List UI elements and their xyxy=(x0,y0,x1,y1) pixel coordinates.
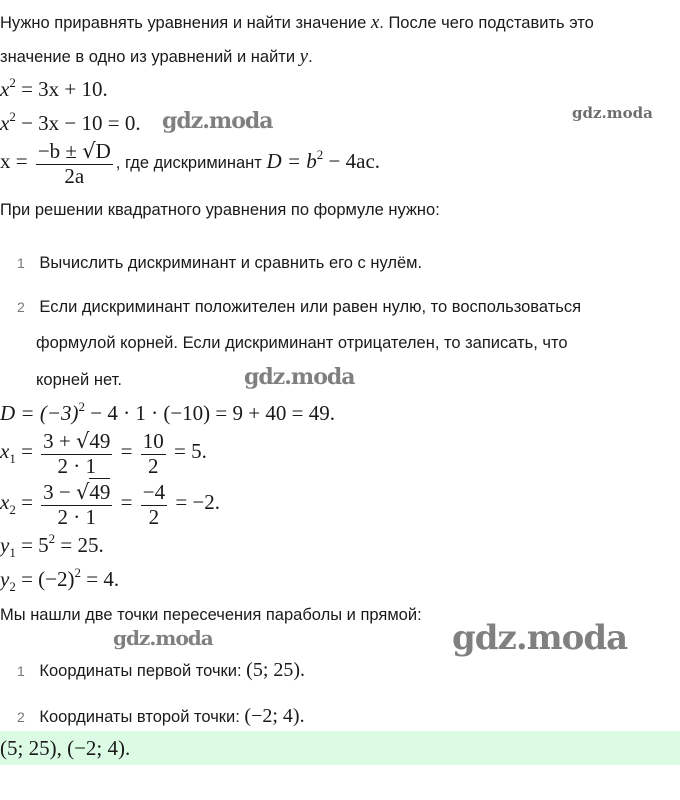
answer-box xyxy=(0,731,680,765)
rule-item-2: 2 Если дискриминант положителен или равен нулю, то воспользоваться xyxy=(17,298,582,316)
root-x2: $x_2$ = $\frac{3 - √49}{2 \cdot 1}$ = $\frac{-4}{2}$ = −2. xyxy=(0,480,221,529)
intro-line-2: значение в одно из уравнений и найти y. xyxy=(0,46,313,67)
rule-item-2-line-2: формулой корней. Если дискриминант отрицателен, то записать, что xyxy=(36,334,568,352)
root-x1: $x_1$ = $\frac{3 + √49}{2 \cdot 1}$ = $\frac{10}{2}$ = 5. xyxy=(0,429,207,478)
intro-line-1: Нужно приравнять уравнения и найти значение x. После чего подставить это xyxy=(0,12,594,33)
points-intro: Мы нашли две точки пересечения параболы и прямой: xyxy=(0,606,422,624)
point-item-1: 1 Координаты первой точки: (5; 25). xyxy=(17,659,306,681)
formula-fraction: $\frac{-b \pm √D}{2a}$ xyxy=(37,139,111,188)
rule-intro: При решении квадратного уравнения по формуле нужно: xyxy=(0,201,440,219)
equation-1: $x^2 = 3x + 10$. xyxy=(0,75,108,101)
watermark-logo: gdz.moda xyxy=(113,626,213,650)
value-y1: $y_1 = 5^2 = 25$. xyxy=(0,531,104,560)
equation-2: $x^2 - 3x - 10 = 0$. xyxy=(0,109,141,135)
rule-item-1: 1 Вычислить дискриминант и сравнить его с нулём. xyxy=(17,254,423,272)
value-y2: $y_2 = (-2)^2 = 4$. xyxy=(0,565,120,594)
watermark-logo: gdz.moda xyxy=(572,104,653,122)
watermark-logo: gdz.moda xyxy=(244,364,355,390)
watermark-logo: gdz.moda xyxy=(162,108,273,134)
point-item-2: 2 Координаты второй точки: (−2; 4). xyxy=(17,705,305,727)
quadratic-formula: x = $\frac{-b \pm √D}{2a}$ , где дискриминант $D = b^2 - 4ac$. xyxy=(0,139,381,188)
rule-item-2-line-3: корней нет. xyxy=(36,371,122,389)
watermark-logo: gdz.moda xyxy=(452,618,628,658)
discriminant-calc: $D = (-3)^2 - 4 \cdot 1 \cdot (-10) = 9 + 40 = 49$. xyxy=(0,399,335,425)
answer-value: (5; 25), (−2; 4). xyxy=(0,736,131,760)
